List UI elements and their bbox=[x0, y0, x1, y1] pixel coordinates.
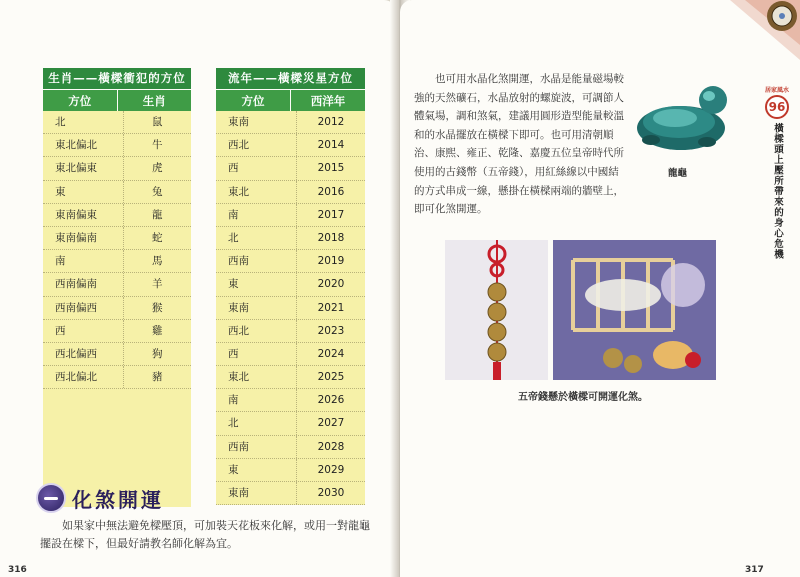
value-cell: 虎 bbox=[123, 157, 192, 179]
value-cell: 2030 bbox=[296, 482, 365, 504]
value-cell: 2012 bbox=[296, 111, 365, 133]
direction-cell: 西北偏西 bbox=[55, 347, 97, 360]
table-row bbox=[43, 227, 191, 250]
direction-cell: 東 bbox=[228, 278, 239, 291]
direction-cell: 東北偏東 bbox=[55, 162, 97, 175]
direction-cell: 西南 bbox=[228, 440, 249, 453]
direction-cell: 東 bbox=[228, 463, 239, 476]
section-title: 化煞開運 bbox=[72, 487, 164, 512]
direction-cell: 西北 bbox=[228, 324, 249, 337]
direction-cell: 東北 bbox=[228, 371, 249, 384]
zodiac-table-body bbox=[43, 111, 191, 389]
table-row bbox=[43, 134, 191, 157]
right-body-text bbox=[414, 70, 626, 219]
table-row bbox=[216, 181, 365, 204]
direction-cell: 南 bbox=[228, 208, 239, 221]
direction-cell: 西南偏南 bbox=[55, 278, 97, 291]
table-row bbox=[43, 366, 191, 389]
corner-compass-icon bbox=[710, 0, 800, 60]
direction-cell: 東南 bbox=[228, 116, 249, 128]
table-row bbox=[216, 343, 365, 366]
direction-cell: 東南 bbox=[228, 301, 249, 314]
direction-cell: 西南偏西 bbox=[55, 301, 97, 314]
table-row bbox=[43, 250, 191, 273]
direction-cell: 北 bbox=[228, 231, 239, 244]
value-cell: 2015 bbox=[296, 157, 365, 179]
value-cell: 2024 bbox=[296, 343, 365, 365]
value-cell: 馬 bbox=[123, 250, 192, 272]
chapter-badge bbox=[765, 85, 789, 260]
badge-number: 96 bbox=[765, 95, 789, 119]
left-page bbox=[0, 0, 396, 577]
value-cell: 2016 bbox=[296, 181, 365, 203]
table-row bbox=[216, 459, 365, 482]
column-header: 生肖 bbox=[117, 90, 192, 111]
direction-cell: 西北 bbox=[228, 139, 249, 152]
year-table-body bbox=[216, 111, 365, 505]
crystal-tray-photo bbox=[553, 240, 716, 380]
direction-cell: 東北 bbox=[228, 185, 249, 198]
left-body-text bbox=[40, 517, 370, 553]
value-cell: 雞 bbox=[123, 320, 192, 342]
table-row bbox=[43, 157, 191, 180]
table-row bbox=[216, 204, 365, 227]
value-cell: 牛 bbox=[123, 134, 192, 156]
direction-cell: 西 bbox=[228, 162, 239, 175]
column-header: 方位 bbox=[68, 94, 92, 108]
direction-cell: 東南偏東 bbox=[55, 208, 97, 221]
section-bullet-icon bbox=[36, 483, 66, 513]
table-row bbox=[43, 111, 191, 134]
coins-string-photo bbox=[445, 240, 548, 380]
value-cell: 2029 bbox=[296, 459, 365, 481]
section-heading bbox=[36, 483, 164, 513]
value-cell: 2014 bbox=[296, 134, 365, 156]
page-number: 317 bbox=[745, 565, 764, 575]
direction-cell: 東 bbox=[55, 185, 66, 198]
table-row bbox=[43, 343, 191, 366]
table-row bbox=[216, 111, 365, 134]
side-chapter-title: 橫樑頭上壓所帶來的身心危機 bbox=[772, 123, 783, 260]
direction-cell: 東北偏北 bbox=[55, 139, 97, 152]
table-row bbox=[216, 389, 365, 412]
table-row bbox=[43, 204, 191, 227]
direction-cell: 西 bbox=[228, 347, 239, 360]
value-cell: 羊 bbox=[123, 273, 192, 295]
right-page bbox=[400, 0, 800, 577]
value-cell: 兔 bbox=[123, 181, 192, 203]
value-cell: 2020 bbox=[296, 273, 365, 295]
value-cell: 2026 bbox=[296, 389, 365, 411]
table-row bbox=[216, 436, 365, 459]
zodiac-direction-table bbox=[43, 68, 191, 507]
value-cell: 2018 bbox=[296, 227, 365, 249]
year-table-title: 流年——橫樑災星方位 bbox=[216, 68, 365, 89]
value-cell: 2019 bbox=[296, 250, 365, 272]
value-cell: 2027 bbox=[296, 412, 365, 434]
turtle-caption: 龍龜 bbox=[668, 168, 688, 179]
column-header: 西洋年 bbox=[290, 90, 365, 111]
page-number: 316 bbox=[8, 565, 27, 575]
direction-cell: 南 bbox=[55, 255, 66, 268]
badge-label: 居家風水 bbox=[765, 87, 790, 94]
table-row bbox=[43, 273, 191, 296]
value-cell: 龍 bbox=[123, 204, 192, 226]
direction-cell: 西南 bbox=[228, 255, 249, 268]
value-cell: 豬 bbox=[123, 366, 192, 388]
table-row bbox=[216, 157, 365, 180]
value-cell: 2017 bbox=[296, 204, 365, 226]
table-row bbox=[216, 366, 365, 389]
table-row bbox=[216, 482, 365, 505]
value-cell: 2021 bbox=[296, 297, 365, 319]
direction-cell: 東南偏南 bbox=[55, 231, 97, 244]
table-row bbox=[216, 320, 365, 343]
direction-cell: 南 bbox=[228, 394, 239, 407]
table-row bbox=[216, 250, 365, 273]
table-row bbox=[216, 412, 365, 435]
column-header: 方位 bbox=[241, 94, 265, 108]
zodiac-table-header bbox=[43, 89, 191, 111]
value-cell: 蛇 bbox=[123, 227, 192, 249]
year-table-header bbox=[216, 89, 365, 111]
table-row bbox=[216, 297, 365, 320]
table-row bbox=[216, 273, 365, 296]
value-cell: 2028 bbox=[296, 436, 365, 458]
value-cell: 狗 bbox=[123, 343, 192, 365]
dragon-turtle-photo bbox=[627, 78, 735, 158]
value-cell: 猴 bbox=[123, 297, 192, 319]
value-cell: 2023 bbox=[296, 320, 365, 342]
direction-cell: 北 bbox=[55, 116, 66, 128]
direction-cell: 東南 bbox=[228, 487, 249, 499]
direction-cell: 北 bbox=[228, 417, 239, 430]
value-cell: 鼠 bbox=[123, 111, 192, 133]
direction-cell: 西 bbox=[55, 324, 66, 337]
value-cell: 2025 bbox=[296, 366, 365, 388]
year-direction-table bbox=[216, 68, 365, 505]
direction-cell: 西北偏北 bbox=[55, 371, 97, 384]
table-row bbox=[216, 134, 365, 157]
paragraph: 也可用水晶化煞開運，水晶是能量磁場較強的天然礦石，水晶放射的螺旋波，可調節人體氣場，調和煞氣，建議用圓形造型能量較溫和的水晶擺放在橫樑下即可。也可用清朝順治、康熙、雍正、乾隆、嘉慶五位皇帝時代所使用的古錢幣（五帝錢），用紅絲線以中國結的方式串成一線，懸掛在橫樑兩端的牆壁上，即可化煞開運。 bbox=[414, 73, 624, 216]
table-row bbox=[216, 227, 365, 250]
paragraph: 如果家中無法避免樑壓頂，可加裝天花板來化解，或用一對龍龜擺設在樑下，但最好請教名師化解為宜。 bbox=[40, 519, 370, 550]
zodiac-table-title: 生肖——橫樑衝犯的方位 bbox=[43, 68, 191, 89]
table-row bbox=[43, 181, 191, 204]
table-row bbox=[43, 320, 191, 343]
photos-caption: 五帝錢懸於橫樑可開運化煞。 bbox=[518, 392, 648, 403]
table-row bbox=[43, 297, 191, 320]
